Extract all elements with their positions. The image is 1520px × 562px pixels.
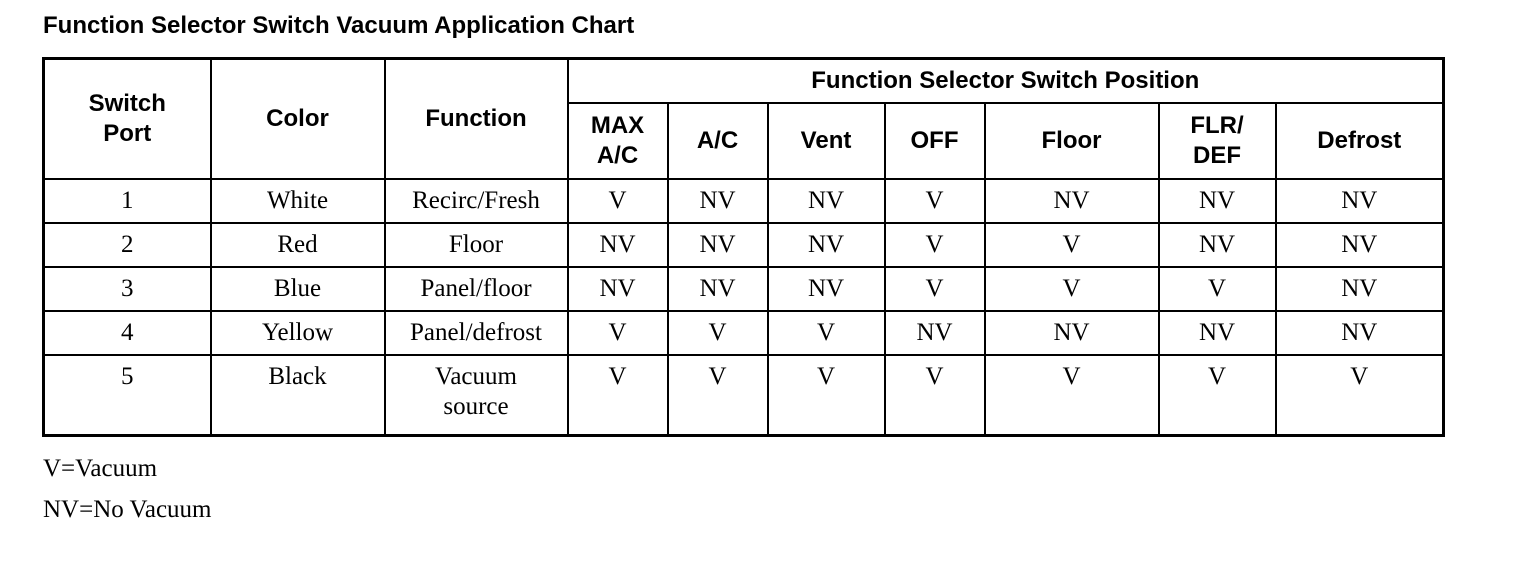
header-position-floor: Floor xyxy=(985,103,1159,179)
cell-vacuum-state: V xyxy=(668,355,768,436)
table-row xyxy=(44,179,1444,223)
cell-vacuum-state: NV xyxy=(668,267,768,311)
legend-no-vacuum: NV=No Vacuum xyxy=(43,496,212,523)
cell-color: Blue xyxy=(211,267,385,311)
cell-vacuum-state: NV xyxy=(768,267,885,311)
cell-color: Yellow xyxy=(211,311,385,355)
cell-vacuum-state: V xyxy=(885,223,985,267)
cell-vacuum-state: NV xyxy=(568,267,668,311)
cell-switch-port: 3 xyxy=(44,267,211,311)
vacuum-application-table xyxy=(42,57,1445,437)
cell-vacuum-state: V xyxy=(985,223,1159,267)
cell-vacuum-state: V xyxy=(1159,355,1276,436)
cell-vacuum-state: NV xyxy=(768,223,885,267)
cell-vacuum-state: NV xyxy=(885,311,985,355)
cell-vacuum-state: V xyxy=(985,355,1159,436)
header-row-group xyxy=(44,59,1444,104)
cell-color: Red xyxy=(211,223,385,267)
table-row xyxy=(44,223,1444,267)
cell-function: Panel/defrost xyxy=(385,311,568,355)
cell-function: Floor xyxy=(385,223,568,267)
cell-vacuum-state: V xyxy=(1159,267,1276,311)
cell-vacuum-state: NV xyxy=(985,311,1159,355)
header-position-defrost: Defrost xyxy=(1276,103,1444,179)
cell-vacuum-state: V xyxy=(985,267,1159,311)
cell-vacuum-state: NV xyxy=(1276,223,1444,267)
header-switch-position-group: Function Selector Switch Position xyxy=(568,59,1444,104)
table-row xyxy=(44,267,1444,311)
cell-switch-port: 2 xyxy=(44,223,211,267)
header-position-flr-def: FLR/ DEF xyxy=(1159,103,1276,179)
cell-vacuum-state: V xyxy=(1276,355,1444,436)
cell-vacuum-state: V xyxy=(768,311,885,355)
cell-vacuum-state: V xyxy=(885,179,985,223)
cell-vacuum-state: NV xyxy=(568,223,668,267)
cell-vacuum-state: NV xyxy=(985,179,1159,223)
cell-vacuum-state: NV xyxy=(1276,311,1444,355)
table-row xyxy=(44,355,1444,436)
table-row xyxy=(44,311,1444,355)
cell-switch-port: 5 xyxy=(44,355,211,436)
cell-color: Black xyxy=(211,355,385,436)
cell-switch-port: 1 xyxy=(44,179,211,223)
header-color: Color xyxy=(211,59,385,180)
cell-vacuum-state: V xyxy=(668,311,768,355)
cell-vacuum-state: NV xyxy=(768,179,885,223)
cell-vacuum-state: NV xyxy=(1159,223,1276,267)
cell-vacuum-state: V xyxy=(885,267,985,311)
cell-vacuum-state: NV xyxy=(1159,311,1276,355)
header-function: Function xyxy=(385,59,568,180)
cell-vacuum-state: V xyxy=(568,355,668,436)
cell-vacuum-state: NV xyxy=(668,179,768,223)
cell-vacuum-state: V xyxy=(768,355,885,436)
cell-color: White xyxy=(211,179,385,223)
legend-vacuum: V=Vacuum xyxy=(43,455,158,482)
cell-vacuum-state: NV xyxy=(1276,267,1444,311)
cell-function: Vacuum source xyxy=(385,355,568,436)
cell-vacuum-state: V xyxy=(568,311,668,355)
cell-switch-port: 4 xyxy=(44,311,211,355)
cell-vacuum-state: V xyxy=(568,179,668,223)
cell-vacuum-state: V xyxy=(885,355,985,436)
cell-function: Panel/floor xyxy=(385,267,568,311)
cell-vacuum-state: NV xyxy=(1276,179,1444,223)
chart-title: Function Selector Switch Vacuum Application Chart xyxy=(43,12,635,39)
header-switch-port: Switch Port xyxy=(44,59,211,180)
cell-vacuum-state: NV xyxy=(1159,179,1276,223)
header-position-vent: Vent xyxy=(768,103,885,179)
header-position-off: OFF xyxy=(885,103,985,179)
header-position-max-a-c: MAX A/C xyxy=(568,103,668,179)
cell-function: Recirc/Fresh xyxy=(385,179,568,223)
header-position-a-c: A/C xyxy=(668,103,768,179)
cell-vacuum-state: NV xyxy=(668,223,768,267)
table-body xyxy=(44,179,1444,436)
